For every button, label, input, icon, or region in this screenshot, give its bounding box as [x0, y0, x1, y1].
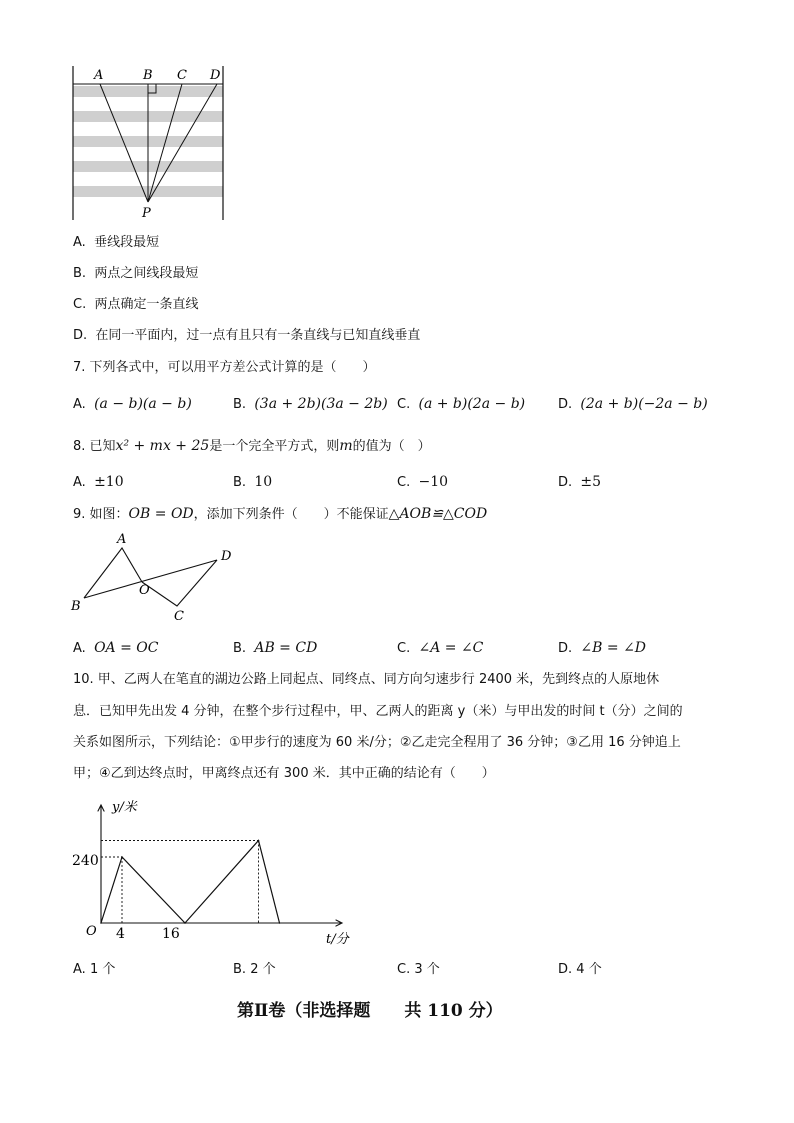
- stem-text: 是一个完全平方式，则: [209, 439, 340, 454]
- label-b: B: [143, 68, 153, 83]
- option-letter: D.: [558, 475, 573, 490]
- q9-stem: [73, 505, 487, 524]
- option-expr: (3a + 2b)(3a − 2b): [254, 396, 388, 412]
- option-letter: B.: [233, 475, 247, 490]
- option-text: 4 个: [576, 962, 602, 977]
- option-text: 两点确定一条直线: [94, 297, 199, 312]
- option-expr: −10: [418, 474, 449, 490]
- option-letter: A.: [73, 475, 86, 490]
- option-text: 3 个: [414, 962, 440, 977]
- data-point: [258, 840, 260, 842]
- option-expr: ±5: [580, 474, 602, 490]
- triangle-cod: [142, 560, 217, 606]
- option-text: 1 个: [89, 962, 116, 977]
- option-letter: D.: [558, 397, 573, 412]
- section-title: 第Ⅱ卷（非选择题 共 110 分）: [237, 1001, 503, 1021]
- q6-option-c: [73, 296, 199, 314]
- option-expr: 10: [254, 474, 273, 490]
- q10-option-b: [233, 961, 276, 979]
- stem-text: 8. 已知: [73, 439, 116, 454]
- q8-stem: [73, 437, 431, 456]
- option-expr: (a + b)(2a − b): [418, 396, 526, 412]
- label-a: A: [117, 532, 127, 547]
- q6-option-d: [73, 327, 420, 345]
- distance-line: [101, 841, 280, 924]
- option-letter: D.: [558, 962, 573, 977]
- triangles-figure: [0, 530, 794, 630]
- option-text: 2 个: [250, 962, 276, 977]
- option-text: 在同一平面内，过一点有且只有一条直线与已知直线垂直: [95, 328, 421, 343]
- y-axis-label: y/米: [112, 800, 137, 815]
- q8-option-c: [397, 473, 448, 492]
- option-letter: A.: [73, 397, 86, 412]
- q9-option-d: [558, 639, 646, 658]
- option-letter: C.: [397, 641, 411, 656]
- x-axis-label: t/分: [326, 932, 349, 947]
- stem-text: ，添加下列条件（ ）不能保证: [193, 507, 389, 522]
- data-point: [100, 922, 102, 924]
- option-expr: (a − b)(a − b): [94, 396, 192, 412]
- label-o: O: [139, 583, 150, 598]
- label-d: D: [221, 549, 232, 564]
- q7-option-b: [233, 395, 388, 414]
- q10-line-3: 关系如图所示，下列结论：①甲步行的速度为 60 米/分；②乙走完全程用了 36 分钟；③乙用 16 分钟追上: [73, 735, 681, 750]
- y-tick-label: 240: [72, 853, 99, 869]
- label-a: A: [94, 68, 104, 83]
- q10-option-c: [397, 961, 440, 979]
- distance-time-chart: [0, 795, 794, 955]
- q10-line-4: 甲；④乙到达终点时，甲离终点还有 300 米．其中正确的结论有（ ）: [73, 766, 495, 781]
- option-expr: ∠A = ∠C: [418, 640, 484, 656]
- perpendicular-figure: [0, 0, 794, 230]
- q7-option-d: [558, 395, 708, 414]
- option-letter: B.: [233, 641, 247, 656]
- option-letter: B.: [233, 962, 247, 977]
- q7-option-c: [397, 395, 525, 414]
- option-letter: A.: [73, 962, 86, 977]
- option-letter: B.: [73, 266, 87, 281]
- option-expr: (2a + b)(−2a − b): [580, 396, 708, 412]
- stem-var: m: [339, 438, 353, 454]
- option-letter: B.: [233, 397, 247, 412]
- q9-option-b: [233, 639, 317, 658]
- option-letter: C.: [397, 475, 411, 490]
- option-letter: D.: [558, 641, 573, 656]
- stem-text: 9. 如图：: [73, 507, 129, 522]
- option-expr: OA = OC: [94, 640, 159, 656]
- q8-option-d: [558, 473, 601, 492]
- option-expr: ∠B = ∠D: [580, 640, 647, 656]
- option-letter: A.: [73, 641, 86, 656]
- label-c: C: [174, 609, 184, 624]
- q10-option-a: [73, 961, 115, 979]
- triangle-aob: [84, 548, 142, 598]
- stem-expr: OB = OD: [128, 506, 194, 522]
- stem-text: 的值为（ ）: [352, 439, 431, 454]
- label-p: P: [142, 206, 151, 221]
- label-c: C: [177, 68, 187, 83]
- option-expr: AB = CD: [254, 640, 318, 656]
- option-letter: A.: [73, 235, 86, 250]
- q9-option-c: [397, 639, 483, 658]
- stem-expr: x² + mx + 25: [115, 438, 210, 454]
- option-expr: ±10: [94, 474, 124, 490]
- option-text: 两点之间线段最短: [94, 266, 199, 281]
- data-point: [279, 922, 281, 924]
- q10-option-d: [558, 961, 602, 979]
- x-tick-label: 16: [162, 926, 180, 942]
- q7-option-a: [73, 395, 192, 414]
- q8-option-b: [233, 473, 272, 492]
- q6-option-a: [73, 234, 159, 252]
- option-letter: D.: [73, 328, 88, 343]
- data-point: [184, 922, 186, 924]
- q6-option-b: [73, 265, 198, 283]
- q10-line-2: 息．已知甲先出发 4 分钟，在整个步行过程中，甲、乙两人的距离 y（米）与甲出发的时间 t（分）之间的: [73, 704, 683, 719]
- option-letter: C.: [397, 962, 411, 977]
- origin-label: O: [86, 924, 97, 939]
- q10-line-1: 10. 甲、乙两人在笔直的湖边公路上同起点、同终点、同方向匀速步行 2400 米，先到终点的人原地休: [73, 672, 660, 687]
- option-letter: C.: [73, 297, 87, 312]
- option-letter: C.: [397, 397, 411, 412]
- label-b: B: [71, 599, 81, 614]
- x-tick-label: 4: [116, 926, 125, 942]
- q7-stem: 7. 下列各式中，可以用平方差公式计算的是（ ）: [73, 360, 376, 375]
- label-d: D: [210, 68, 221, 83]
- q8-option-a: [73, 473, 124, 492]
- q9-option-a: [73, 639, 158, 658]
- stem-expr: △AOB≌△COD: [388, 506, 488, 522]
- data-point: [121, 856, 123, 858]
- option-text: 垂线段最短: [94, 235, 160, 250]
- segment-bd: [84, 560, 217, 598]
